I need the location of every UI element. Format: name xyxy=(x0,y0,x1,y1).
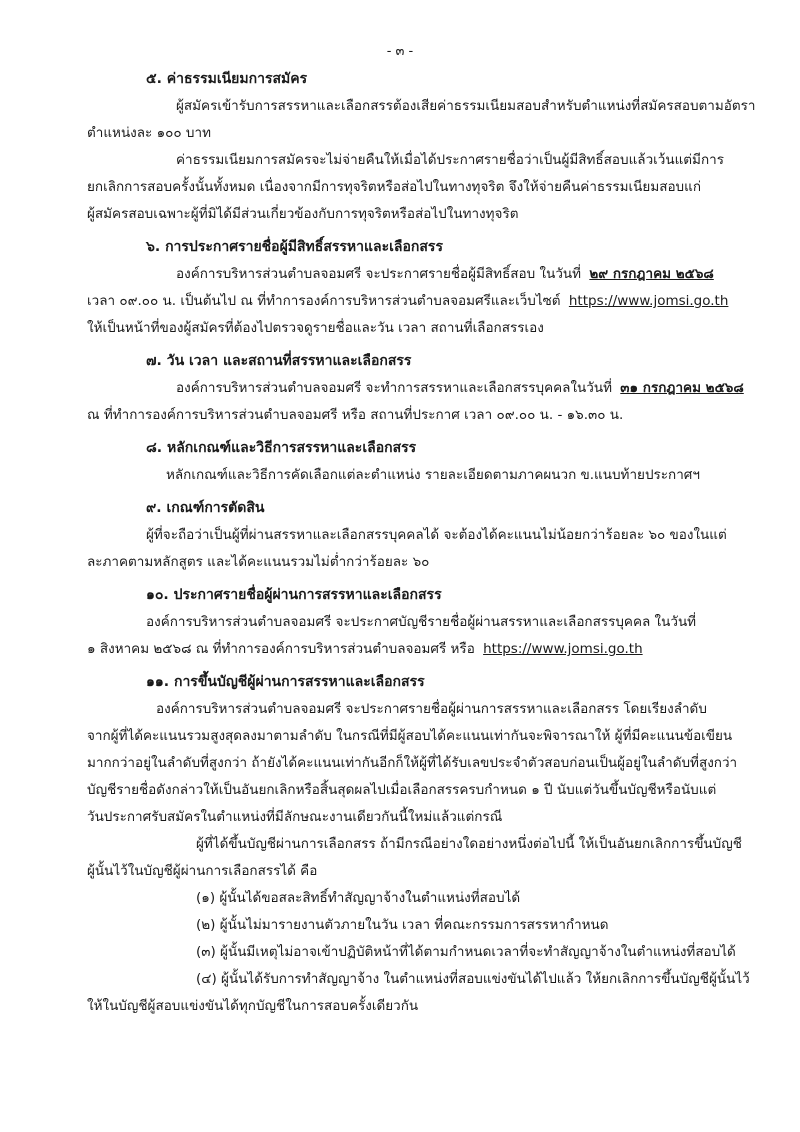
section-11-p1-line-4: บัญชีรายชื่อดังกล่าวให้เป็นอันยกเลิกหรือสิ้นสุดผลไปเมื่อเลือกสรรครบกำหนด ๑ ปี นับแต่วันขึ้นบัญชีหรือนับแต่ xyxy=(87,782,717,798)
section-8-line-1: หลักเกณฑ์และวิธีการคัดเลือกแต่ละตำแหน่ง รายละเอียดตามภาคผนวก ข.แนบท้ายประกาศฯ xyxy=(166,467,700,483)
section-8-heading: ๘. หลักเกณฑ์และวิธีการสรรหาและเลือกสรร xyxy=(146,440,417,456)
section-5-heading: ๕. ค่าธรรมเนียมการสมัคร xyxy=(146,71,308,87)
section-11-p1-line-1: องค์การบริหารส่วนตำบลจอมศรี จะประกาศรายชื่อผู้ผ่านการสรรหาและเลือกสรร โดยเรียงลำดับ xyxy=(156,701,707,717)
section-5-line-4: ยกเลิกการสอบครั้งนั้นทั้งหมด เนื่องจากมีการทุจริตหรือส่อไปในทางทุจริต จึงให้จ่ายคืนค่าธรรมเนียมสอบแก่ xyxy=(87,179,702,195)
section-5-line-1: ผู้สมัครเข้ารับการสรรหาและเลือกสรรต้องเสียค่าธรรมเนียมสอบสำหรับตำแหน่งที่สมัครสอบตามอัตรา xyxy=(176,98,756,114)
section-10-line-2 xyxy=(87,640,647,658)
website-link-2[interactable]: https://www.jomsi.go.th xyxy=(483,641,643,657)
list-item: (๒) ผู้นั้นไม่มารายงานตัวภายในวัน เวลา ที่คณะกรรมการสรรหากำหนด xyxy=(196,917,609,933)
list-item: (๔) ผู้นั้นได้รับการทำสัญญาจ้าง ในตำแหน่งที่สอบแข่งขันได้ไปแล้ว ให้ยกเลิกการขึ้นบัญชีผู้นั้นไว้ xyxy=(196,971,750,987)
section-10-line-2-text: ๑ สิงหาคม ๒๕๖๘ ณ ที่ทำการองค์การบริหารส่วนตำบลจอมศรี หรือ xyxy=(87,641,475,657)
section-7-line-2: ณ ที่ทำการองค์การบริหารส่วนตำบลจอมศรี หรือ สถานที่ประกาศ เวลา ๐๙.๐๐ น. - ๑๖.๓๐ น. xyxy=(87,407,624,423)
section-10-heading: ๑๐. ประกาศรายชื่อผู้ผ่านการสรรหาและเลือกสรร xyxy=(146,587,442,603)
section-11-p1-line-2: จากผู้ที่ได้คะแนนรวมสูงสุดลงมาตามลำดับ ในกรณีที่มีผู้สอบได้คะแนนเท่ากันจะพิจารณาให้ ผู้ที่มีคะแนนข้อเขียน xyxy=(87,728,733,744)
section-6-line-2-text: เวลา ๐๙.๐๐ น. เป็นต้นไป ณ ที่ทำการองค์การบริหารส่วนตำบลจอมศรีและเว็บไซต์ xyxy=(87,293,561,309)
section-11-p1-line-3: มากกว่าอยู่ในลำดับที่สูงกว่า ถ้ายังได้คะแนนเท่ากันอีกก็ให้ผู้ที่ได้รับเลขประจำตัวสอบก่อนเป็นผู้อยู่ในลำดับที่สูงกว่า xyxy=(87,755,738,771)
list-item: (๑) ผู้นั้นได้ขอสละสิทธิ์ทำสัญญาจ้างในตำแหน่งที่สอบได้ xyxy=(196,890,521,906)
section-9-heading: ๙. เกณฑ์การตัดสิน xyxy=(146,500,265,516)
section-5-line-3: ค่าธรรมเนียมการสมัครจะไม่จ่ายคืนให้เมื่อได้ประกาศรายชื่อว่าเป็นผู้มีสิทธิ์สอบแล้วเว้นแต่มีการ xyxy=(176,152,724,168)
section-5-line-5: ผู้สมัครสอบเฉพาะผู้ที่มิได้มีส่วนเกี่ยวข้องกับการทุจริตหรือส่อไปในทางทุจริต xyxy=(87,206,519,222)
section-11-p2-line-2: ผู้นั้นไว้ในบัญชีผู้ผ่านการเลือกสรรได้ คือ xyxy=(87,863,318,879)
announce-date: ๒๙ กรกฎาคม ๒๕๖๘ xyxy=(589,266,714,282)
section-6-heading: ๖. การประกาศรายชื่อผู้มีสิทธิ์สรรหาและเลือกสรร xyxy=(146,239,443,255)
section-7-line-1 xyxy=(176,379,748,397)
section-6-line-2 xyxy=(87,292,732,310)
section-5-line-2: ตำแหน่งละ ๑๐๐ บาท xyxy=(87,125,211,141)
section-7-heading: ๗. วัน เวลา และสถานที่สรรหาและเลือกสรร xyxy=(146,353,412,369)
section-6-line-1 xyxy=(176,265,718,283)
section-6-line-1-text: องค์การบริหารส่วนตำบลจอมศรี จะประกาศรายชื่อผู้มีสิทธิ์สอบ ในวันที่ xyxy=(176,266,582,282)
section-11-p2-line-1: ผู้ที่ได้ขึ้นบัญชีผ่านการเลือกสรร ถ้ามีกรณีอย่างใดอย่างหนึ่งต่อไปนี้ ให้เป็นอันยกเลิกการขึ้นบัญชี xyxy=(196,836,742,852)
page-number: - ๓ - xyxy=(386,44,414,59)
section-9-line-1: ผู้ที่จะถือว่าเป็นผู้ที่ผ่านสรรหาและเลือกสรรบุคคลได้ จะต้องได้คะแนนไม่น้อยกว่าร้อยละ ๖๐ ของในแต่ xyxy=(146,527,727,543)
section-10-line-1: องค์การบริหารส่วนตำบลจอมศรี จะประกาศบัญชีรายชื่อผู้ผ่านสรรหาและเลือกสรรบุคคล ในวันที่ xyxy=(146,614,697,630)
section-11-last-line: ให้ในบัญชีผู้สอบแข่งขันได้ทุกบัญชีในการสอบครั้งเดียวกัน xyxy=(87,998,419,1014)
list-item: (๓) ผู้นั้นมีเหตุไม่อาจเข้าปฏิบัติหน้าที่ได้ตามกำหนดเวลาที่จะทำสัญญาจ้างในตำแหน่งที่สอบได้ xyxy=(196,944,736,960)
section-9-line-2: ละภาคตามหลักสูตร และได้คะแนนรวมไม่ต่ำกว่าร้อยละ ๖๐ xyxy=(87,554,430,570)
section-11-heading: ๑๑. การขึ้นบัญชีผู้ผ่านการสรรหาและเลือกสรร xyxy=(146,674,425,690)
selection-date: ๓๑ กรกฎาคม ๒๕๖๘ xyxy=(620,380,744,396)
website-link[interactable]: https://www.jomsi.go.th xyxy=(568,293,729,309)
section-11-p1-line-5: วันประกาศรับสมัครในตำแหน่งที่มีลักษณะงานเดียวกันนี้ใหม่แล้วแต่กรณี xyxy=(87,809,503,825)
section-7-line-1-text: องค์การบริหารส่วนตำบลจอมศรี จะทำการสรรหาและเลือกสรรบุคคลในวันที่ xyxy=(176,380,612,396)
section-6-line-3: ให้เป็นหน้าที่ของผู้สมัครที่ต้องไปตรวจดูรายชื่อและวัน เวลา สถานที่เลือกสรรเอง xyxy=(87,320,544,336)
